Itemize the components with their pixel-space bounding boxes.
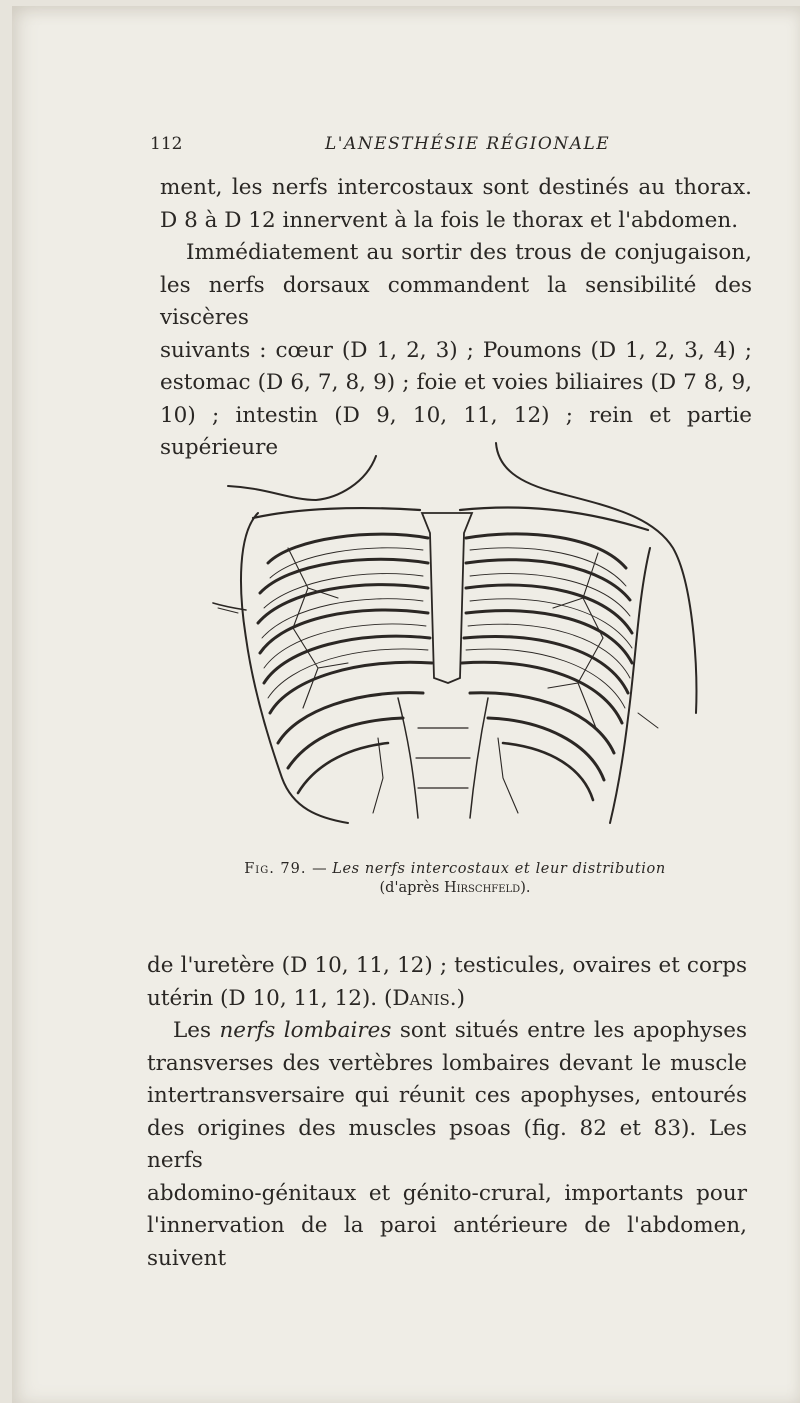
figure-title: Les nerfs intercostaux et leur distribution bbox=[332, 861, 666, 877]
page-number: 112 bbox=[150, 134, 183, 154]
text-fragment: utérin (D 10, 11, 12). ( bbox=[147, 985, 393, 1011]
author-name: Danis bbox=[392, 985, 450, 1011]
text-line: des origines des muscles psoas (fig. 82 et 83). Les nerfs bbox=[147, 1115, 747, 1173]
bottom-paragraph bbox=[147, 950, 747, 1275]
text-fragment: Les bbox=[173, 1018, 220, 1043]
text-line: Immédiatement au sortir des trous de conjugaison, bbox=[186, 240, 752, 265]
text-line: intertransversaire qui réunit ces apophyses, entourés bbox=[147, 1083, 747, 1108]
caption-line-2 bbox=[160, 879, 750, 898]
text-line: ment, les nerfs intercostaux sont destinés au thorax. bbox=[160, 175, 752, 200]
text-line: de l'uretère (D 10, 11, 12) ; testicules, ovaires et corps bbox=[147, 953, 747, 978]
text-line: D 8 à D 12 innervent à la fois le thorax et l'abdomen. bbox=[160, 207, 739, 233]
thorax-illustration bbox=[198, 438, 708, 853]
running-title: L'ANESTHÉSIE RÉGIONALE bbox=[325, 134, 611, 154]
text-line: transverses des vertèbres lombaires devant le muscle bbox=[147, 1050, 747, 1076]
italic-term: nerfs lombaires bbox=[219, 1018, 392, 1043]
top-paragraph bbox=[160, 172, 752, 465]
text-line: l'innervation de la paroi antérieure de l'abdomen, suivent bbox=[147, 1213, 747, 1271]
figure-intercostal-nerves bbox=[198, 438, 708, 853]
text-line: 10) ; intestin (D 9, 10, 11, 12) ; rein et partie supérieure bbox=[160, 402, 752, 460]
figure-label: Fig. 79. — bbox=[244, 861, 328, 877]
text-line: suivants : cœur (D 1, 2, 3) ; Poumons (D 1, 2, 3, 4) ; bbox=[160, 337, 752, 363]
caption-line-1 bbox=[160, 860, 750, 879]
text-line: les nerfs dorsaux commandent la sensibilité des viscères bbox=[160, 272, 752, 330]
text-line: abdomino-génitaux et génito-crural, importants pour bbox=[147, 1180, 747, 1206]
source-prefix: (d'après bbox=[379, 880, 440, 896]
source-suffix: ). bbox=[520, 880, 531, 896]
text-fragment: sont situés entre les apophyses bbox=[391, 1018, 747, 1043]
text-line: estomac (D 6, 7, 8, 9) ; foie et voies biliaires (D 7 8, 9, bbox=[160, 370, 752, 395]
text-line bbox=[147, 1015, 747, 1048]
figure-caption bbox=[160, 860, 750, 898]
text-line bbox=[147, 983, 747, 1016]
source-author: Hirschfeld bbox=[443, 880, 521, 896]
text-fragment: .) bbox=[449, 985, 466, 1011]
running-head bbox=[135, 134, 740, 158]
